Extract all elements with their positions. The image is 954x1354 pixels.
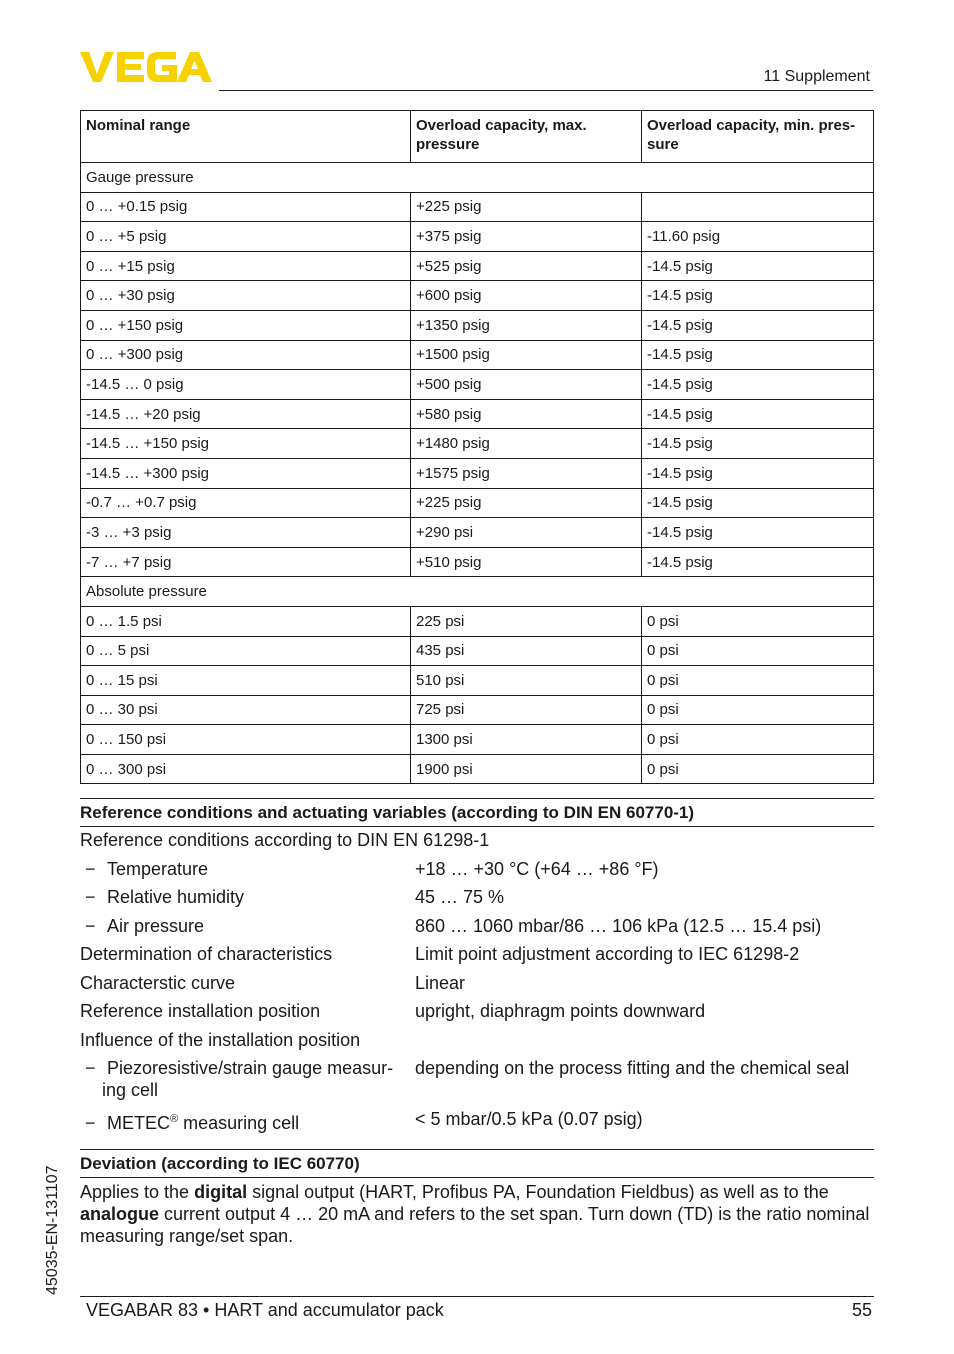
overload-max-cell: +510 psig bbox=[411, 547, 642, 577]
table-body bbox=[81, 163, 874, 784]
overload-min-cell: -14.5 psig bbox=[642, 518, 874, 548]
nominal-range-cell: -3 … +3 psig bbox=[81, 518, 411, 548]
nominal-range-cell: 0 … +300 psig bbox=[81, 340, 411, 370]
nominal-range-cell: 0 … +0.15 psig bbox=[81, 192, 411, 222]
nominal-range-cell: 0 … +30 psig bbox=[81, 281, 411, 311]
overload-min-cell: -14.5 psig bbox=[642, 458, 874, 488]
influence-label: Influence of the installation position bbox=[80, 1030, 361, 1050]
reference-intro: Reference conditions according to DIN EN 61298-1 bbox=[80, 830, 490, 850]
overload-max-cell: +1575 psig bbox=[411, 458, 642, 488]
humidity-label: − Relative humidity bbox=[85, 887, 245, 907]
table-row bbox=[81, 251, 874, 281]
overload-table bbox=[80, 110, 874, 784]
nominal-range-cell: 0 … 30 psi bbox=[81, 695, 411, 725]
overload-max-cell: +290 psi bbox=[411, 518, 642, 548]
nominal-range-cell: 0 … 1.5 psi bbox=[81, 606, 411, 636]
metec-value: < 5 mbar/0.5 kPa (0.07 psig) bbox=[415, 1109, 643, 1129]
overload-min-cell: -14.5 psig bbox=[642, 399, 874, 429]
group-label: Absolute pressure bbox=[81, 577, 874, 607]
overload-max-cell: +225 psig bbox=[411, 192, 642, 222]
overload-max-cell: +225 psig bbox=[411, 488, 642, 518]
group-row bbox=[81, 163, 874, 193]
nominal-range-cell: -14.5 … +20 psig bbox=[81, 399, 411, 429]
table-row bbox=[81, 488, 874, 518]
section-title: 11 Supplement bbox=[763, 68, 870, 85]
overload-max-cell: 510 psi bbox=[411, 666, 642, 696]
overload-min-cell: -14.5 psig bbox=[642, 547, 874, 577]
footer-product: VEGABAR 83 • HART and accumulator pack bbox=[86, 1300, 444, 1320]
metec-label: − METEC® measuring cell bbox=[85, 1113, 300, 1133]
nominal-range-cell: 0 … 300 psi bbox=[81, 754, 411, 784]
nominal-range-cell: -14.5 … 0 psig bbox=[81, 370, 411, 400]
overload-min-cell: 0 psi bbox=[642, 636, 874, 666]
deviation-paragraph: Applies to the digital signal output (HART, Profibus PA, Foundation Fieldbus) as well as to the analogue current output 4 … 20 mA and refers to the set span. Turn down (TD) is the ratio nominal measuring range/set span. bbox=[80, 1182, 870, 1246]
nominal-range-cell: 0 … 5 psi bbox=[81, 636, 411, 666]
section-rule bbox=[80, 1149, 874, 1150]
table-row bbox=[81, 281, 874, 311]
table-row bbox=[81, 310, 874, 340]
curve-value: Linear bbox=[415, 973, 466, 993]
overload-min-cell: -14.5 psig bbox=[642, 251, 874, 281]
reference-list bbox=[80, 829, 874, 1133]
footer-rule bbox=[80, 1296, 874, 1297]
column-header: Overload capacity, max. pressure bbox=[411, 111, 642, 163]
temperature-label: − Temperature bbox=[85, 859, 209, 879]
header-rule bbox=[219, 90, 873, 91]
nominal-range-cell: 0 … 150 psi bbox=[81, 725, 411, 755]
vega-logo bbox=[80, 50, 212, 84]
table-row bbox=[81, 666, 874, 696]
air-pressure-value: 860 … 1060 mbar/86 … 106 kPa (12.5 … 15.4 psi) bbox=[415, 916, 822, 936]
section-rule bbox=[80, 826, 874, 827]
overload-min-cell: -14.5 psig bbox=[642, 310, 874, 340]
nominal-range-cell: -7 … +7 psig bbox=[81, 547, 411, 577]
overload-max-cell: 225 psi bbox=[411, 606, 642, 636]
overload-max-cell: 725 psi bbox=[411, 695, 642, 725]
nominal-range-cell: 0 … +5 psig bbox=[81, 222, 411, 252]
column-header: Overload capacity, min. pres-sure bbox=[642, 111, 874, 163]
nominal-range-cell: -0.7 … +0.7 psig bbox=[81, 488, 411, 518]
nominal-range-cell: -14.5 … +150 psig bbox=[81, 429, 411, 459]
deviation-heading: Deviation (according to IEC 60770) bbox=[80, 1154, 360, 1173]
overload-max-cell: 1300 psi bbox=[411, 725, 642, 755]
column-header: Nominal range bbox=[81, 111, 411, 163]
determination-label: Determination of characteristics bbox=[80, 944, 333, 964]
overload-max-cell: +1480 psig bbox=[411, 429, 642, 459]
overload-max-cell: +1500 psig bbox=[411, 340, 642, 370]
table-row bbox=[81, 222, 874, 252]
install-label: Reference installation position bbox=[80, 1001, 321, 1021]
table-row bbox=[81, 725, 874, 755]
overload-max-cell: +525 psig bbox=[411, 251, 642, 281]
overload-min-cell: -11.60 psig bbox=[642, 222, 874, 252]
table-row bbox=[81, 754, 874, 784]
nominal-range-cell: 0 … +15 psig bbox=[81, 251, 411, 281]
determination-value: Limit point adjustment according to IEC 61298-2 bbox=[415, 944, 800, 964]
overload-max-cell: 435 psi bbox=[411, 636, 642, 666]
table-row bbox=[81, 695, 874, 725]
table-row bbox=[81, 429, 874, 459]
overload-min-cell bbox=[642, 192, 874, 222]
table-row bbox=[81, 518, 874, 548]
section-rule bbox=[80, 1177, 874, 1178]
overload-min-cell: 0 psi bbox=[642, 606, 874, 636]
overload-max-cell: +600 psig bbox=[411, 281, 642, 311]
reference-heading: Reference conditions and actuating variables (according to DIN EN 60770-1) bbox=[80, 803, 695, 822]
table-row bbox=[81, 547, 874, 577]
overload-max-cell: +580 psig bbox=[411, 399, 642, 429]
overload-max-cell: +375 psig bbox=[411, 222, 642, 252]
piezo-value: depending on the process fitting and the chemical seal bbox=[415, 1058, 850, 1078]
humidity-value: 45 … 75 % bbox=[415, 887, 505, 907]
table-row bbox=[81, 340, 874, 370]
table-row bbox=[81, 399, 874, 429]
nominal-range-cell: -14.5 … +300 psig bbox=[81, 458, 411, 488]
table-row bbox=[81, 192, 874, 222]
table-row bbox=[81, 606, 874, 636]
temperature-value: +18 … +30 °C (+64 … +86 °F) bbox=[415, 859, 659, 879]
overload-max-cell: 1900 psi bbox=[411, 754, 642, 784]
overload-min-cell: -14.5 psig bbox=[642, 281, 874, 311]
group-row bbox=[81, 577, 874, 607]
document-code: 45035-EN-131107 bbox=[44, 1165, 61, 1295]
table-row bbox=[81, 370, 874, 400]
install-value: upright, diaphragm points downward bbox=[415, 1001, 706, 1021]
nominal-range-cell: 0 … +150 psig bbox=[81, 310, 411, 340]
section-rule bbox=[80, 798, 874, 799]
overload-min-cell: 0 psi bbox=[642, 725, 874, 755]
table-row bbox=[81, 458, 874, 488]
overload-min-cell: -14.5 psig bbox=[642, 370, 874, 400]
overload-max-cell: +500 psig bbox=[411, 370, 642, 400]
nominal-range-cell: 0 … 15 psi bbox=[81, 666, 411, 696]
overload-min-cell: 0 psi bbox=[642, 754, 874, 784]
group-label: Gauge pressure bbox=[81, 163, 874, 193]
piezo-label: − Piezoresistive/strain gauge measur- ing cell bbox=[85, 1058, 394, 1100]
overload-min-cell: -14.5 psig bbox=[642, 488, 874, 518]
overload-min-cell: 0 psi bbox=[642, 666, 874, 696]
curve-label: Characterstic curve bbox=[80, 973, 236, 993]
overload-min-cell: 0 psi bbox=[642, 695, 874, 725]
table-row bbox=[81, 636, 874, 666]
overload-min-cell: -14.5 psig bbox=[642, 429, 874, 459]
air-pressure-label: − Air pressure bbox=[85, 916, 205, 936]
page-number: 55 bbox=[851, 1300, 872, 1320]
table-header-row bbox=[81, 111, 874, 163]
overload-max-cell: +1350 psig bbox=[411, 310, 642, 340]
overload-min-cell: -14.5 psig bbox=[642, 340, 874, 370]
